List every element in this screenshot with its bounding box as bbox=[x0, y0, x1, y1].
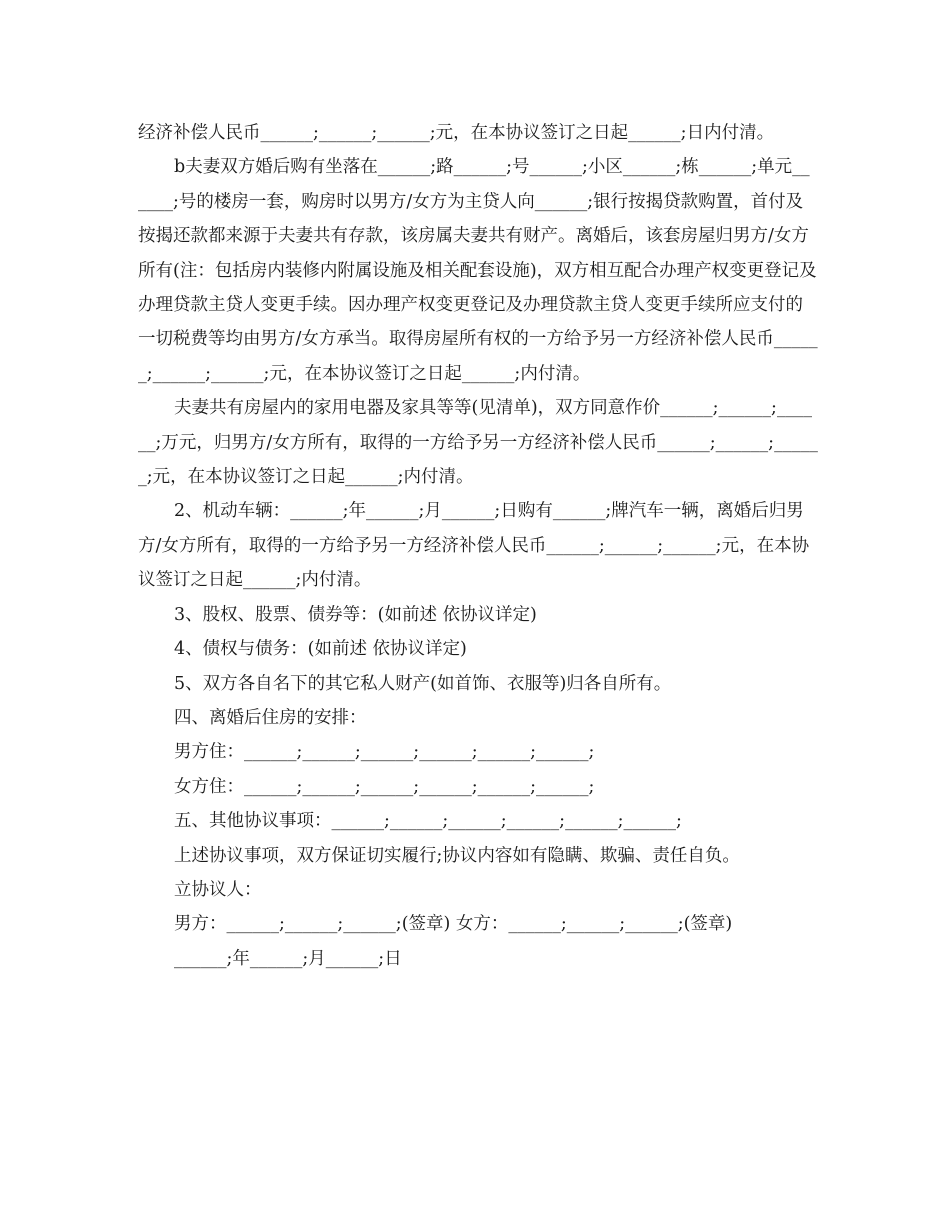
paragraph-debts-clause: 4、债权与债务：(如前述 依协议详定) bbox=[174, 639, 467, 660]
paragraph-wife-residence: 女方住：______;______;______;______;______;______; bbox=[174, 776, 595, 797]
paragraph-stocks-clause: 3、股权、股票、债券等：(如前述 依协议详定) bbox=[174, 604, 537, 625]
paragraph-personal-property-clause: 5、双方各自名下的其它私人财产(如首饰、衣服等)归各自所有。 bbox=[174, 673, 672, 694]
date-line: ______;年______;月______;日 bbox=[174, 948, 402, 969]
paragraph-house-clause: b夫妻双方婚后购有坐落在______;路______;号______;小区______;栋______;单元______;号的楼房一套，购房时以男方/女方为主贷人向______;银行按揭贷款购置，首付及按揭还款都来源于夫妻共有存款，该房属夫妻共有财产。离婚后，该套房屋归男方/女方所有(注：包括房内装修内附属设施及相关配套设施)，双方相互配合办理产权变更登记及办理贷款主贷人变更手续。因办理产权变更登记及办理贷款主贷人变更手续所应支付的一切税费等均由男方/女方承当。取得房屋所有权的一方给予另一方经济补偿人民币______;______;______;元，在本协议签订之日起______;内付清。 bbox=[138, 157, 818, 384]
section-heading-housing: 四、离婚后住房的安排： bbox=[174, 707, 367, 728]
paragraph-appliances-clause: 夫妻共有房屋内的家用电器及家具等等(见清单)，双方同意作价______;______;______;万元，归男方/女方所有，取得的一方给予另一方经济补偿人民币______;______;______;元，在本协议签订之日起______;内付清。 bbox=[138, 398, 818, 488]
section-heading-other-matters: 五、其他协议事项：______;______;______;______;______;______; bbox=[174, 811, 682, 832]
paragraph-compensation-continuation: 经济补偿人民币______;______;______;元，在本协议签订之日起______;日内付清。 bbox=[138, 123, 775, 143]
paragraph-vehicle-clause: 2、机动车辆：______;年______;月______;日购有______;牌汽车一辆，离婚后归男方/女方所有，取得的一方给予另一方经济补偿人民币______;______;______;元，在本协议签订之日起______;内付清。 bbox=[138, 501, 810, 591]
paragraph-husband-residence: 男方住：______;______;______;______;______;______; bbox=[174, 742, 595, 763]
document-body bbox=[138, 116, 818, 976]
signatories-heading: 立协议人： bbox=[174, 879, 262, 900]
signature-line: 男方：______;______;______;(签章) 女方：______;______;______;(签章) bbox=[174, 914, 733, 935]
paragraph-guarantee: 上述协议事项，双方保证切实履行;协议内容如有隐瞒、欺骗、责任自负。 bbox=[174, 845, 740, 866]
